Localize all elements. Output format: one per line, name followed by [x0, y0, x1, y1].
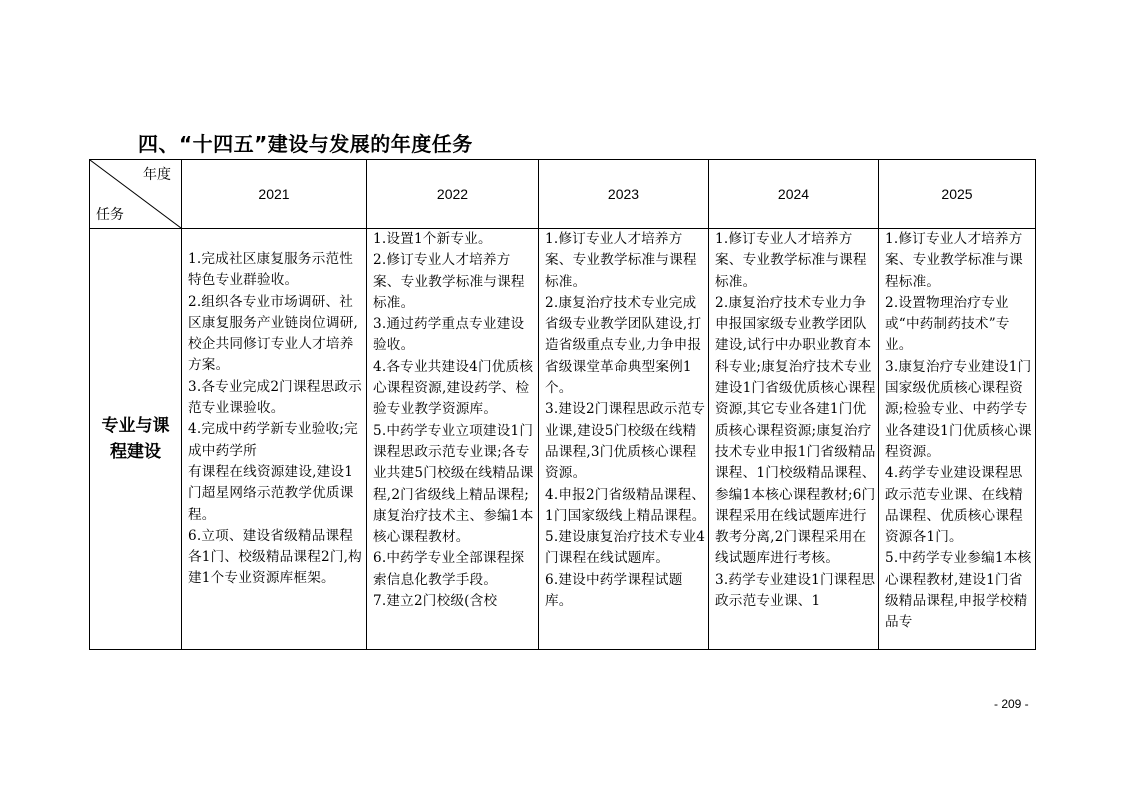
- task-item: 2.康复治疗技术专业完成省级专业教学团队建设,打造省级重点专业,力争申报省级课堂革命典型案例1个。: [545, 294, 702, 397]
- task-item: 有课程在线资源建设,建设1门超星网络示范教学优质课程。: [188, 463, 354, 523]
- task-item: 5.中药学专业参编1本核心课程教材,建设1门省级精品课程,申报学校精品专: [885, 550, 1032, 631]
- cell-2024: [709, 229, 879, 650]
- task-row: [90, 229, 1036, 650]
- task-item: 2.组织各专业市场调研、社区康复服务产业链岗位调研,校企共同修订专业人才培养方案。: [188, 293, 359, 374]
- task-item: 3.通过药学重点专业建设验收。: [373, 316, 525, 354]
- task-item: 1.完成社区康复服务示范性特色专业群验收。: [188, 251, 354, 289]
- task-item: 2.修订专业人才培养方案、专业教学标准与课程标准。: [373, 252, 525, 311]
- task-item: 6.立项、建设省级精品课程各1门、校级精品课程2门,构建1个专业资源库框架。: [188, 527, 362, 587]
- task-item: 3.各专业完成2门课程思政示范专业课验收。: [188, 378, 362, 417]
- task-item: 2.设置物理治疗专业或“中药制药技术”专业。: [885, 294, 1010, 354]
- task-item: 1.修订专业人才培养方案、专业教学标准与课程标准。: [885, 231, 1023, 290]
- row-label-cell: [90, 229, 182, 650]
- cell-2021: [182, 229, 367, 650]
- corner-label-task: 任务: [96, 207, 124, 223]
- task-item: 3.建设2门课程思政示范专业课,建设5门校级在线精品课程,3门优质核心课程资源。: [545, 401, 706, 482]
- corner-label-year: 年度: [143, 167, 171, 183]
- year-header-2021: 2021: [182, 160, 367, 229]
- task-item: 4.申报2门省级精品课程、1门国家级线上精品课程。: [545, 486, 706, 524]
- header-row: [90, 160, 1036, 229]
- year-header-2024: 2024: [709, 160, 879, 229]
- task-item: 5.建设康复治疗技术专业4门课程在线试题库。: [545, 529, 706, 567]
- task-item: 1.设置1个新专业。: [373, 231, 492, 247]
- section-heading: 四、“十四五”建设与发展的年度任务: [138, 132, 473, 156]
- corner-header-cell: [90, 160, 182, 229]
- task-item: 3.康复治疗专业建设1门国家级优质核心课程资源;检验专业、中药学专业各建设1门优质核心课程资源。: [885, 358, 1032, 460]
- annual-task-table: [89, 159, 1036, 650]
- year-header-2025: 2025: [879, 160, 1036, 229]
- task-item: 3.药学专业建设1门课程思政示范专业课、1: [715, 571, 876, 610]
- task-item: 4.各专业共建设4门优质核心课程资源,建设药学、检验专业教学资源库。: [373, 358, 534, 418]
- task-item: 6.中药学专业全部课程探索信息化教学手段。: [373, 550, 525, 588]
- task-item: 1.修订专业人才培养方案、专业教学标准与课程标准。: [545, 231, 697, 290]
- task-item: 1.修订专业人才培养方案、专业教学标准与课程标准。: [715, 231, 867, 290]
- year-header-2023: 2023: [539, 160, 709, 229]
- row-label-line: 专业与课: [101, 416, 170, 436]
- task-item: 4.药学专业建设课程思政示范专业课、在线精品课程、优质核心课程资源各1门。: [885, 465, 1023, 546]
- task-item: 4.完成中药学新专业验收;完成中药学所: [188, 421, 358, 459]
- task-item: 5.中药学专业立项建设1门课程思政示范专业课;各专业共建5门校级在线精品课程,2门省级线上精品课程;康复治疗技术主、参编1本核心课程教材。: [373, 422, 534, 546]
- cell-2023: [539, 229, 709, 650]
- page-number: - 209 -: [994, 697, 1029, 711]
- task-item: 7.建立2门校级(含校: [373, 593, 498, 610]
- cell-2025: [879, 229, 1036, 650]
- row-label-line: 程建设: [110, 442, 161, 462]
- task-item: 6.建设中药学课程试题库。: [545, 571, 683, 610]
- cell-2022: [367, 229, 539, 650]
- task-item: 2.康复治疗技术专业力争申报国家级专业教学团队建设,试行中办职业教育本科专业;康复治疗技术专业建设1门省级优质核心课程资源,其它专业各建1门优质核心课程资源;康复治疗技术专业申报1门省级精品课程、1门校级精品课程、参编1本核心课程教材;6门课程采用在线试题库进行教考分离,2门课程采用在线试题库进行考核。: [715, 294, 876, 567]
- year-header-2022: 2022: [367, 160, 539, 229]
